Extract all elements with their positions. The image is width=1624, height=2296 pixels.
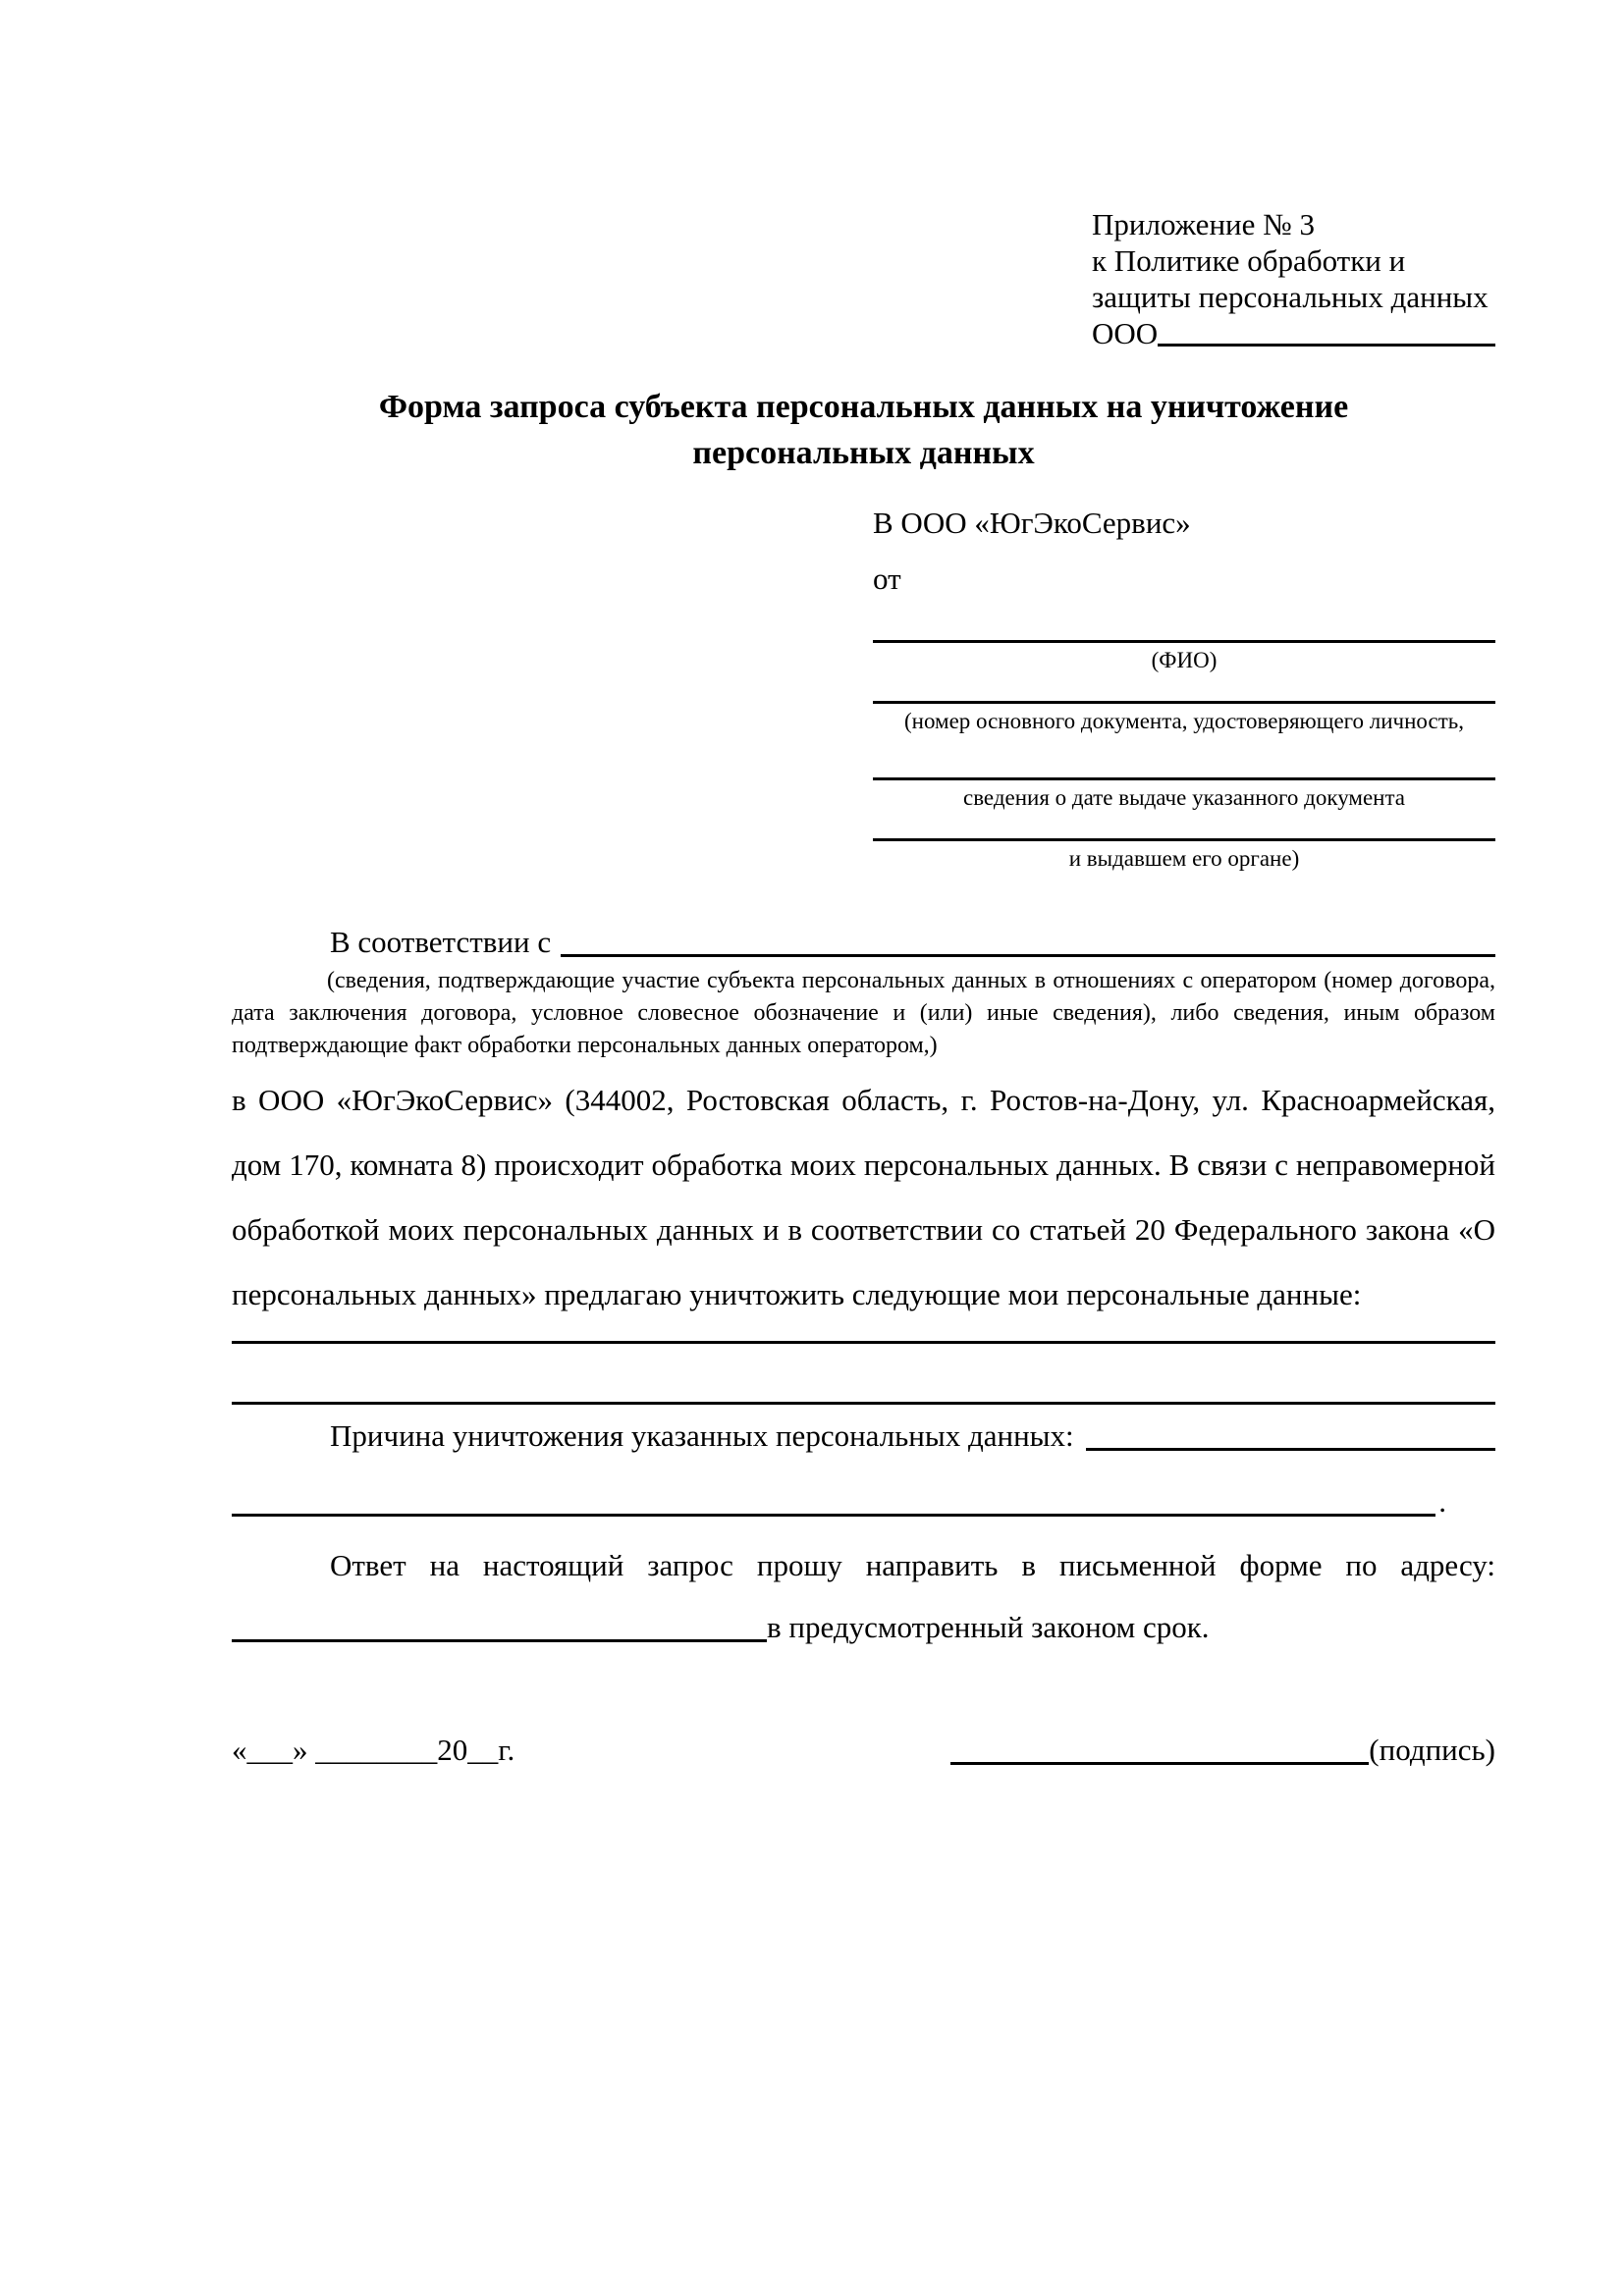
issue-date-caption: сведения о дате выдаче указанного документа xyxy=(962,785,1406,810)
accordance-footnote: (сведения, подтверждающие участие субъекта персональных данных в отношениях с оператором (номер договора, дата заключения договора, условное словесное обозначение и (или) иные сведения), либо сведения, иным образом подтверждающие факт обработки персональных данных оператором,) xyxy=(232,968,1495,1058)
reason-terminator: . xyxy=(1438,1484,1446,1519)
signature-group xyxy=(950,1731,1495,1770)
date-blank: «___» ________20__г. xyxy=(232,1733,515,1767)
accordance-blank-line xyxy=(561,954,1495,957)
reason-continuation-blank-line xyxy=(232,1514,1435,1517)
personal-data-blank-line-1 xyxy=(232,1341,1495,1344)
reason-continuation-row xyxy=(232,1482,1446,1522)
reason-row xyxy=(232,1416,1495,1456)
document-number-blank-line xyxy=(873,701,1495,704)
reason-blank-line xyxy=(1086,1448,1495,1451)
annex-line-1: Приложение № 3 xyxy=(1092,207,1315,241)
issuing-authority-field xyxy=(873,838,1495,874)
date-signature-row xyxy=(232,1731,1495,1770)
form-title-line-2: персональных данных xyxy=(692,435,1035,471)
document-number-field xyxy=(873,701,1495,736)
annex-line-3: защиты персональных данных xyxy=(1092,280,1489,314)
personal-data-blank-line-2 xyxy=(232,1402,1495,1405)
addressee-from-label: от xyxy=(873,561,901,596)
signature-blank-line xyxy=(950,1762,1369,1765)
form-title-line-1: Форма запроса субъекта персональных данных на уничтожение xyxy=(378,389,1349,425)
accordance-row xyxy=(232,923,1495,962)
addressee-to: В ООО «ЮгЭкоСервис» xyxy=(873,506,1191,540)
issuing-authority-caption: и выдавшем его органе) xyxy=(1068,846,1300,871)
address-blank-line xyxy=(232,1639,767,1642)
reason-label: Причина уничтожения указанных персональных данных: xyxy=(330,1418,1074,1453)
fio-field xyxy=(873,640,1495,675)
annex-note xyxy=(1092,206,1495,351)
answer-sentence: Ответ на настоящий запрос прошу направить в письменной форме по адресу: xyxy=(330,1548,1495,1582)
fio-caption: (ФИО) xyxy=(1151,648,1218,672)
issuing-authority-blank-line xyxy=(873,838,1495,841)
fio-blank-line xyxy=(873,640,1495,643)
annex-company-prefix: ООО xyxy=(1092,316,1159,350)
addressee-block xyxy=(873,504,1495,874)
signature-caption: (подпись) xyxy=(1369,1733,1495,1767)
annex-line-2: к Политике обработки и xyxy=(1092,243,1406,278)
issue-date-blank-line xyxy=(873,777,1495,780)
annex-company-row xyxy=(1092,315,1495,351)
answer-address-row xyxy=(232,1608,1495,1647)
document-content xyxy=(232,0,1495,1770)
issue-date-field xyxy=(873,777,1495,813)
answer-suffix: в предусмотренный законом срок. xyxy=(767,1610,1210,1644)
main-paragraph: в ООО «ЮгЭкоСервис» (344002, Ростовская область, г. Ростов-на-Дону, ул. Красноармейская, дом 170, комната 8) происходит обработка моих персональных данных. В связи с неправомерной обработкой моих персональных данных и в соответствии со статьей 20 Федерального закона «О персональных данных» предлагаю уничтожить следующие мои персональные данные: xyxy=(232,1083,1495,1311)
form-title xyxy=(232,384,1495,476)
document-number-caption: (номер основного документа, удостоверяющего личность, xyxy=(903,709,1464,733)
accordance-prefix: В соответствии с xyxy=(330,925,552,959)
annex-company-blank-line xyxy=(1158,344,1495,347)
